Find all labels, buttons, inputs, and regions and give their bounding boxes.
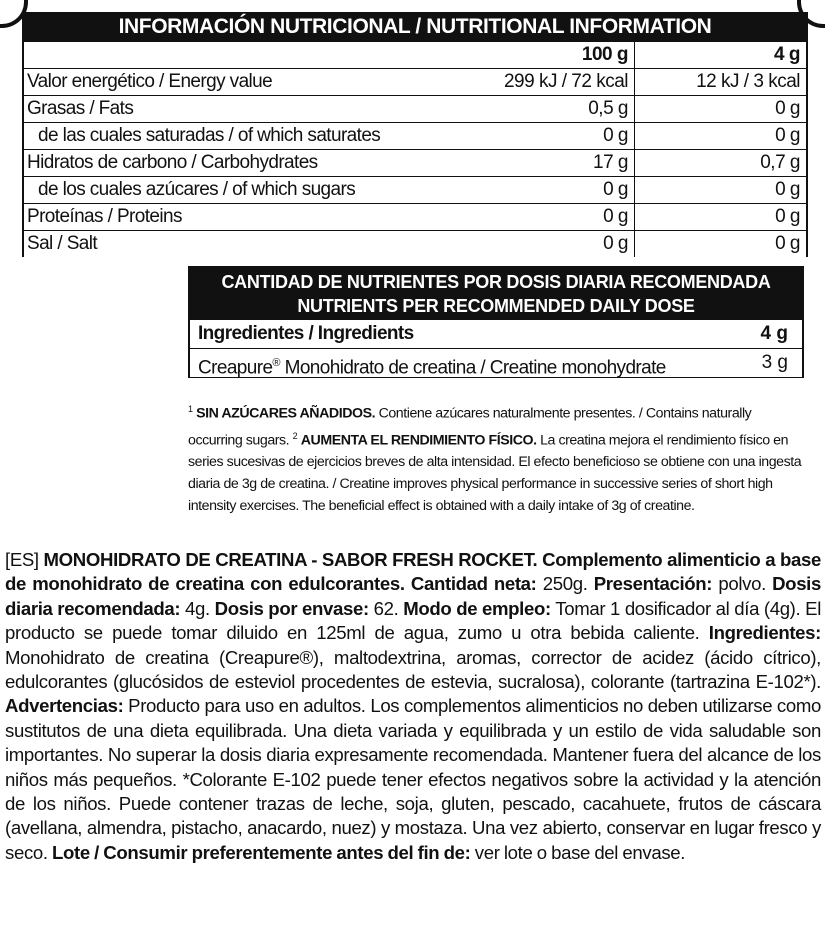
doses-per-pack-value: 62. [368, 597, 404, 619]
row-label: Proteínas / Proteins [27, 206, 182, 227]
presentation-value: polvo. [712, 573, 773, 595]
nutrition-title: INFORMACIÓN NUTRICIONAL / NUTRITIONAL INFORMATION [24, 12, 806, 42]
row-label: Hidratos de carbono / Carbohydrates [27, 152, 318, 173]
doses-per-pack-label: Dosis por envase: [214, 597, 369, 619]
footnotes [188, 398, 804, 517]
ingredients-text: Monohidrato de creatina (Creapure®), maltodextrina, aromas, corrector de acidez (ácido cítrico), edulcorantes (glucósidos de esteviol procedentes de estevia, sucralosa), colorante (tartrazina E-102*). [5, 646, 821, 693]
row-value-100g: 17 g [408, 150, 635, 176]
ingredient-name: Monohidrato de creatina / Creatine monohydrate [279, 357, 666, 379]
row-value-100g: 0 g [408, 177, 635, 203]
nutrition-row-energy [24, 69, 806, 96]
row-value-dose: 0,7 g [760, 152, 800, 173]
net-quantity-value: 250g. [536, 573, 594, 595]
lot-text: ver lote o base del envase. [470, 841, 686, 863]
dose-title [188, 266, 804, 320]
lot-label: Lote / Consumir preferentemente antes del fin de: [52, 841, 471, 863]
row-value-dose: 0 g [775, 179, 800, 200]
nutrition-row-sugars [24, 177, 806, 204]
language-tag: [ES] [5, 549, 44, 570]
row-label: Valor energético / Energy value [27, 71, 273, 92]
ingredients-label: Ingredientes: [708, 622, 821, 644]
row-value-dose: 0 g [775, 233, 800, 254]
ingredient-brand: Creapure [198, 357, 273, 379]
row-value-dose: 0 g [775, 98, 800, 119]
nutrition-row-carbohydrates [24, 150, 806, 177]
dose-title-line-1: CANTIDAD DE NUTRIENTES POR DOSIS DIARIA RECOMENDADA [221, 272, 771, 292]
row-value-100g: 299 kJ / 72 kcal [408, 69, 635, 95]
dose-header-row [188, 320, 804, 349]
product-name: MONOHIDRATO DE CREATINA - SABOR FRESH ROCKET. Complemento alimenticio a base de monohidrato de creatina con edulcorantes. Cantidad neta: [5, 549, 821, 595]
registered-mark: ® [272, 357, 280, 369]
row-label: Grasas / Fats [27, 98, 134, 119]
daily-dose-value: 4g. [180, 597, 215, 619]
footnote-2-text: La creatina mejora el rendimiento físico en series sucesivas de ejercicios breves de alta intensidad. El efecto beneficioso se obtiene con una ingesta diaria de 3g de creatina. / Creatine improves physical performance in successive series of short high intensity exercises. The beneficial effect is obtained with a daily intake of 3g of creatine. [188, 432, 802, 515]
row-label: de las cuales saturadas / of which saturates [38, 125, 381, 146]
nutrition-row-salt [24, 231, 806, 257]
daily-dose-label: Dosis diaria recomendada: [5, 573, 821, 619]
usage-text: Tomar 1 dosificador al día (4g). El producto se puede tomar diluido en 125ml de agua, zumo u otra bebida caliente. [5, 597, 821, 644]
footnote-2-heading: AUMENTA EL RENDIMIENTO FÍSICO. [300, 432, 537, 449]
row-value-100g: 0 g [408, 231, 635, 257]
footnote-marker-2: 2 [292, 430, 298, 441]
header-per-100g: 100 g [408, 42, 635, 68]
dose-ingredient-label [190, 349, 708, 377]
footnote-marker-1: 1 [188, 404, 193, 414]
usage-label: Modo de empleo: [403, 597, 551, 619]
row-value-100g: 0 g [408, 123, 635, 149]
nutrition-table [22, 12, 808, 257]
row-value-100g: 0 g [408, 204, 635, 230]
dose-ingredient-value: 3 g [761, 352, 788, 373]
nutrition-row-fats [24, 96, 806, 123]
footnote-1-heading: SIN AZÚCARES AÑADIDOS. [196, 405, 376, 422]
row-value-100g: 0,5 g [408, 96, 635, 122]
nutrition-row-proteins [24, 204, 806, 231]
dose-header-label: Ingredientes / Ingredients [198, 323, 414, 344]
dose-title-line-2: NUTRIENTS PER RECOMMENDED DAILY DOSE [297, 296, 695, 316]
row-value-dose: 0 g [775, 125, 800, 146]
warnings-text: Producto para uso en adultos. Los complementos alimenticios no deben utilizarse como sustitutos de una dieta equilibrada. Una dieta variada y equilibrada y un estilo de vida saludable son importantes. No superar la dosis diaria expresamente recomendada. Mantener fuera del alcance de los niños más pequeños. *Colorante E-102 puede tener efectos negativos sobre la actividad y la atención de los niños. Puede contener trazas de leche, soja, gluten, pescado, cacahuete, frutos de cáscara (avellana, almendra, pistacho, anacardo, nuez) y mostaza. Una vez abierto, conservar en lugar fresco y seco. [5, 695, 821, 863]
row-value-dose: 0 g [775, 206, 800, 227]
row-label: Sal / Salt [27, 233, 98, 254]
header-per-dose: 4 g [774, 44, 800, 65]
dose-ingredient-row [188, 349, 804, 378]
warnings-label: Advertencias: [5, 695, 124, 717]
product-description [5, 548, 821, 865]
dose-header-value: 4 g [760, 323, 788, 344]
daily-dose-table [188, 266, 804, 378]
row-value-dose: 12 kJ / 3 kcal [696, 71, 800, 92]
presentation-label: Presentación: [593, 573, 713, 595]
row-label: de los cuales azúcares / of which sugars [38, 179, 356, 200]
header-label [24, 42, 408, 68]
nutrition-header-row [24, 42, 806, 69]
footnote-1-text: Contiene azúcares naturalmente presentes. / Contains naturally occurring sugars. [188, 405, 752, 449]
nutrition-row-saturates [24, 123, 806, 150]
